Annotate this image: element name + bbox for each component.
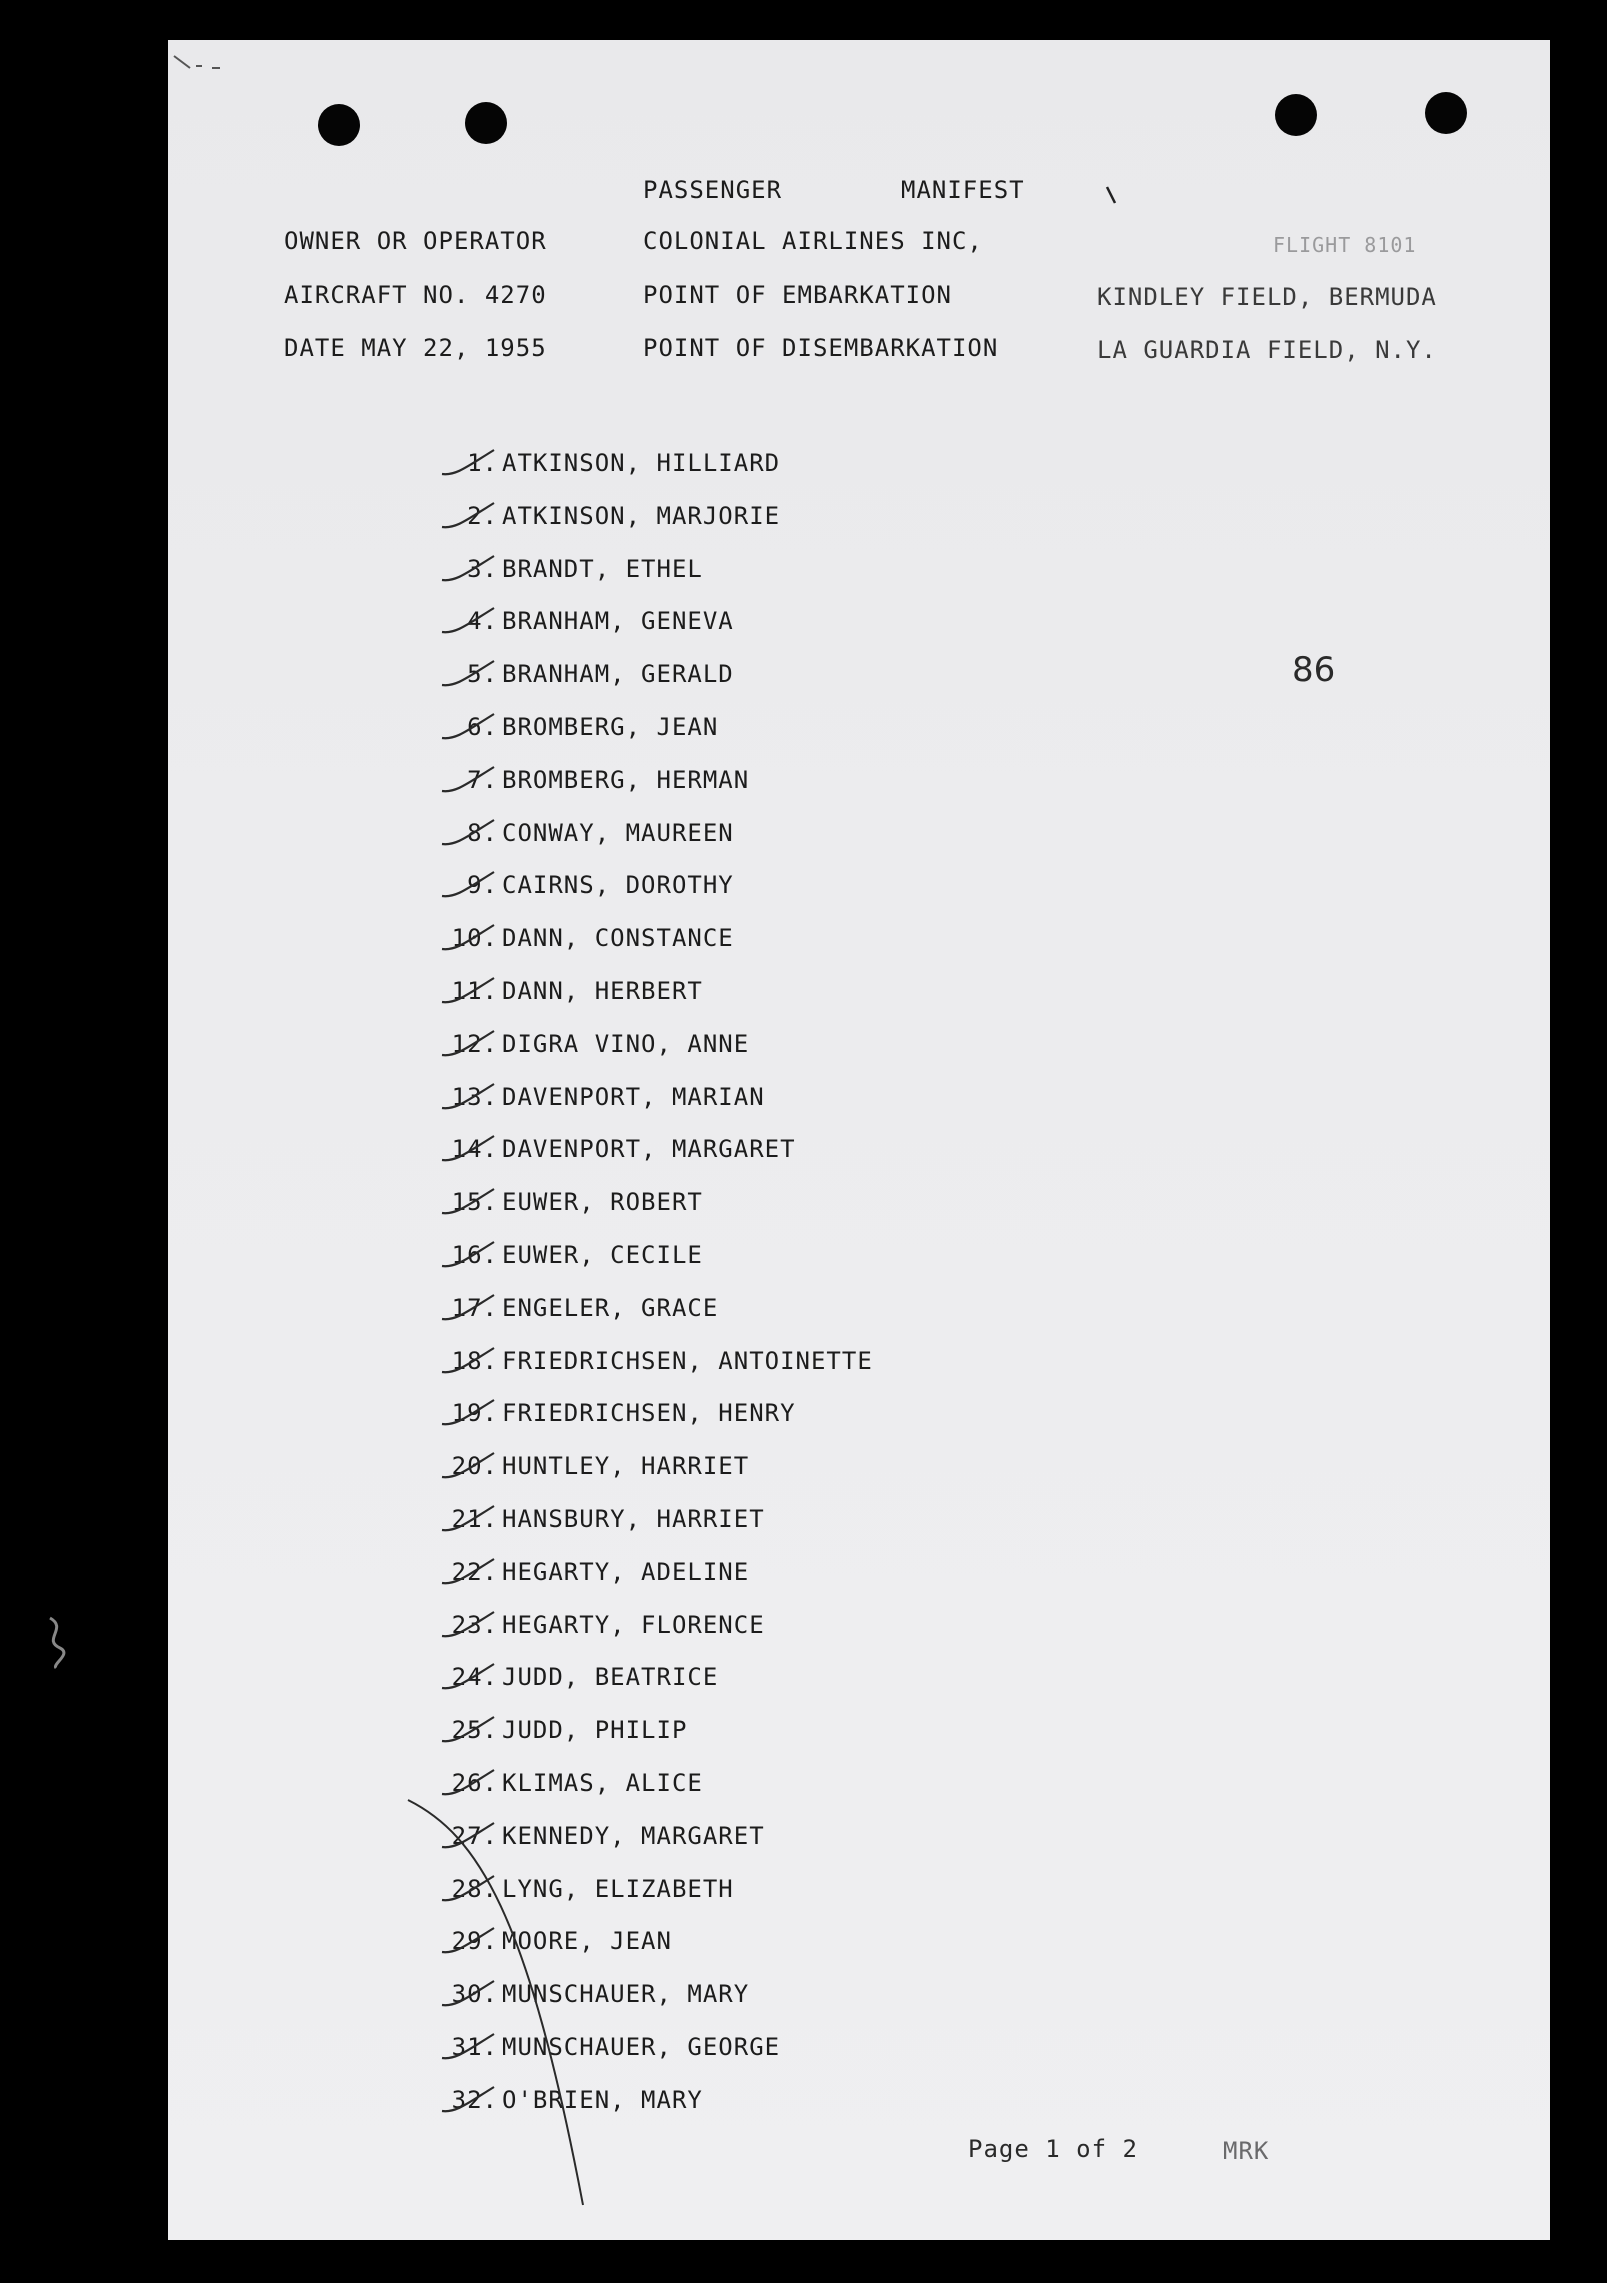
pencil-stroke-icon	[398, 1795, 598, 2215]
disembarkation-value: LA GUARDIA FIELD, N.Y.	[1097, 336, 1437, 364]
check-mark-icon	[438, 1555, 498, 1589]
handwritten-page-number: 86	[1292, 650, 1336, 690]
passenger-number: 30.	[451, 1980, 498, 2008]
check-mark-icon	[438, 552, 498, 586]
passenger-name: MUNSCHAUER, MARY	[502, 1980, 750, 2008]
owner-value: COLONIAL AIRLINES INC,	[643, 227, 983, 255]
passenger-number: 29.	[451, 1927, 498, 1955]
manifest-page	[168, 40, 1550, 2240]
passenger-number: 1.	[467, 449, 498, 477]
passenger-name: BRANHAM, GENEVA	[502, 607, 734, 635]
passenger-name: JUDD, BEATRICE	[502, 1663, 719, 1691]
passenger-name: HEGARTY, FLORENCE	[502, 1611, 765, 1639]
check-mark-icon	[438, 1660, 498, 1694]
passenger-name: BRANDT, ETHEL	[502, 555, 703, 583]
passenger-name: FRIEDRICHSEN, ANTOINETTE	[502, 1347, 873, 1375]
passenger-number: 26.	[451, 1769, 498, 1797]
passenger-number: 15.	[451, 1188, 498, 1216]
check-mark-icon	[438, 1713, 498, 1747]
passenger-number: 25.	[451, 1716, 498, 1744]
check-mark-icon	[438, 1344, 498, 1378]
passenger-number: 6.	[467, 713, 498, 741]
passenger-number: 24.	[451, 1663, 498, 1691]
passenger-name: HANSBURY, HARRIET	[502, 1505, 765, 1533]
passenger-number: 2.	[467, 502, 498, 530]
passenger-number: 13.	[451, 1083, 498, 1111]
punch-hole-icon	[1425, 92, 1467, 134]
embarkation-label: POINT OF EMBARKATION	[643, 281, 952, 309]
passenger-name: BROMBERG, HERMAN	[502, 766, 750, 794]
scan-artifact-icon	[38, 1612, 78, 1672]
passenger-number: 18.	[451, 1347, 498, 1375]
passenger-name: HUNTLEY, HARRIET	[502, 1452, 750, 1480]
passenger-name: DANN, CONSTANCE	[502, 924, 734, 952]
passenger-number: 22.	[451, 1558, 498, 1586]
passenger-name: CAIRNS, DOROTHY	[502, 871, 734, 899]
passenger-name: KLIMAS, ALICE	[502, 1769, 703, 1797]
passenger-number: 3.	[467, 555, 498, 583]
check-mark-icon	[438, 921, 498, 955]
punch-hole-icon	[1275, 94, 1317, 136]
passenger-name: DAVENPORT, MARIAN	[502, 1083, 765, 1111]
check-mark-icon	[438, 1608, 498, 1642]
check-mark-icon	[438, 1027, 498, 1061]
check-mark-icon	[438, 1396, 498, 1430]
aircraft-number: AIRCRAFT NO. 4270	[284, 281, 547, 309]
passenger-number: 8.	[467, 819, 498, 847]
passenger-name: HEGARTY, ADELINE	[502, 1558, 750, 1586]
passenger-name: JUDD, PHILIP	[502, 1716, 688, 1744]
check-mark-icon	[438, 604, 498, 638]
passenger-number: 14.	[451, 1135, 498, 1163]
check-mark-icon	[438, 1080, 498, 1114]
passenger-name: EUWER, CECILE	[502, 1241, 703, 1269]
punch-hole-icon	[465, 102, 507, 144]
check-mark-icon	[438, 974, 498, 1008]
passenger-number: 16.	[451, 1241, 498, 1269]
passenger-number: 20.	[451, 1452, 498, 1480]
check-mark-icon	[438, 1502, 498, 1536]
passenger-number: 28.	[451, 1875, 498, 1903]
passenger-name: DAVENPORT, MARGARET	[502, 1135, 796, 1163]
flight-number: FLIGHT 8101	[1273, 233, 1417, 257]
check-mark-icon	[438, 446, 498, 480]
passenger-name: ENGELER, GRACE	[502, 1294, 719, 1322]
passenger-name: DANN, HERBERT	[502, 977, 703, 1005]
passenger-number: 5.	[467, 660, 498, 688]
manifest-title-right: MANIFEST	[901, 176, 1025, 204]
passenger-number: 27.	[451, 1822, 498, 1850]
passenger-number: 11.	[451, 977, 498, 1005]
check-mark-icon	[438, 1238, 498, 1272]
scan-artifact-icon	[172, 46, 232, 76]
passenger-name: MOORE, JEAN	[502, 1927, 672, 1955]
page-indicator: Page 1 of 2	[968, 2135, 1138, 2163]
embarkation-value: KINDLEY FIELD, BERMUDA	[1097, 283, 1437, 311]
passenger-number: 10.	[451, 924, 498, 952]
passenger-name: DIGRA VINO, ANNE	[502, 1030, 750, 1058]
passenger-name: LYNG, ELIZABETH	[502, 1875, 734, 1903]
check-mark-icon	[438, 816, 498, 850]
clerk-initials: MRK	[1223, 2137, 1270, 2165]
passenger-name: CONWAY, MAUREEN	[502, 819, 734, 847]
passenger-number: 12.	[451, 1030, 498, 1058]
owner-label: OWNER OR OPERATOR	[284, 227, 547, 255]
punch-hole-icon	[318, 104, 360, 146]
passenger-name: BRANHAM, GERALD	[502, 660, 734, 688]
check-mark-icon	[438, 868, 498, 902]
check-mark-icon	[438, 710, 498, 744]
passenger-name: ATKINSON, MARJORIE	[502, 502, 781, 530]
disembarkation-label: POINT OF DISEMBARKATION	[643, 334, 999, 362]
check-mark-icon	[438, 1132, 498, 1166]
passenger-name: FRIEDRICHSEN, HENRY	[502, 1399, 796, 1427]
pencil-mark-icon	[1103, 185, 1123, 209]
passenger-number: 9.	[467, 871, 498, 899]
passenger-name: KENNEDY, MARGARET	[502, 1822, 765, 1850]
passenger-name: ATKINSON, HILLIARD	[502, 449, 781, 477]
passenger-number: 17.	[451, 1294, 498, 1322]
check-mark-icon	[438, 1449, 498, 1483]
check-mark-icon	[438, 499, 498, 533]
passenger-name: EUWER, ROBERT	[502, 1188, 703, 1216]
passenger-name: BROMBERG, JEAN	[502, 713, 719, 741]
passenger-name: MUNSCHAUER, GEORGE	[502, 2033, 781, 2061]
passenger-number: 7.	[467, 766, 498, 794]
passenger-number: 23.	[451, 1611, 498, 1639]
check-mark-icon	[438, 1291, 498, 1325]
check-mark-icon	[438, 657, 498, 691]
passenger-number: 4.	[467, 607, 498, 635]
passenger-number: 31.	[451, 2033, 498, 2061]
passenger-name: O'BRIEN, MARY	[502, 2086, 703, 2114]
passenger-number: 32.	[451, 2086, 498, 2114]
passenger-number: 21.	[451, 1505, 498, 1533]
manifest-title-left: PASSENGER	[643, 176, 783, 204]
manifest-date: DATE MAY 22, 1955	[284, 334, 547, 362]
check-mark-icon	[438, 763, 498, 797]
passenger-number: 19.	[451, 1399, 498, 1427]
check-mark-icon	[438, 1185, 498, 1219]
